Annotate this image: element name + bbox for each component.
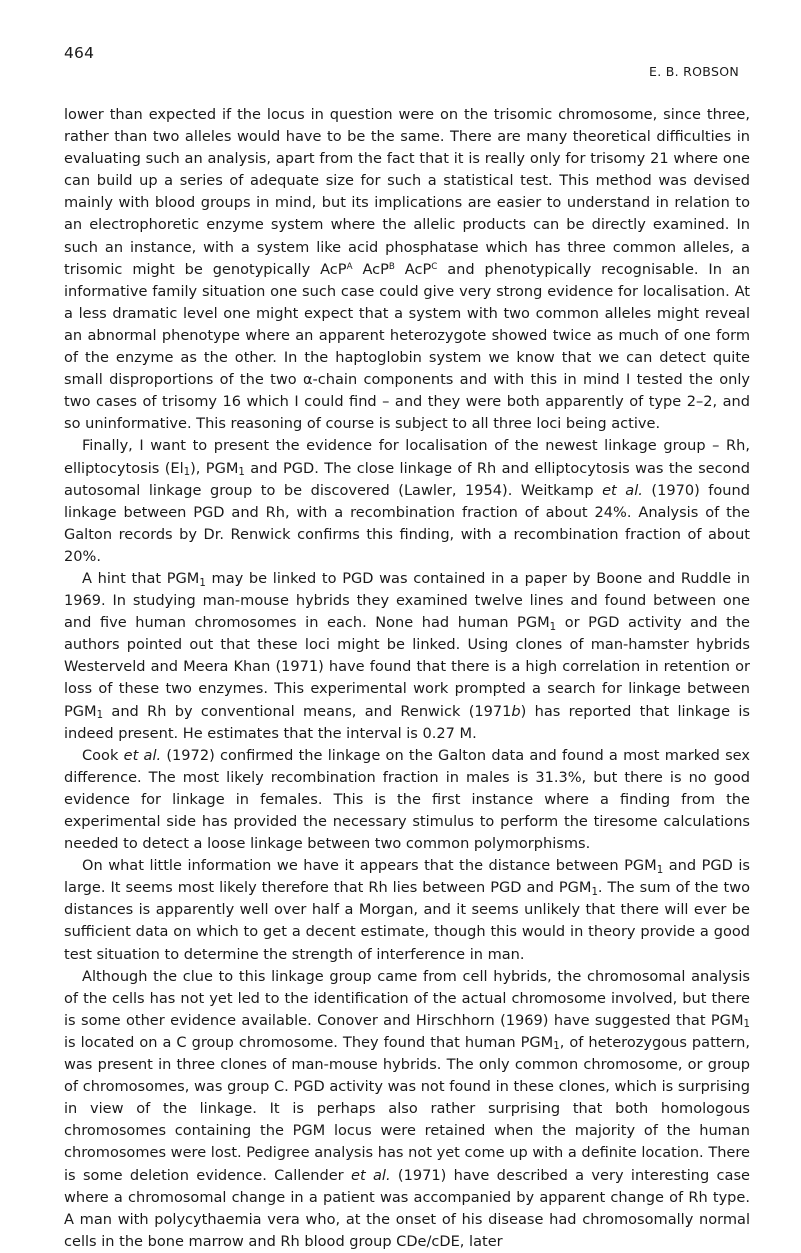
italic-text: et al. (351, 1166, 391, 1184)
text-run: Finally, I want to present the evidence for localisation of the newest linkage group – Rh, elliptocytosis (El (64, 437, 750, 477)
body-text (64, 104, 750, 1253)
text-run: is located on a C group chromosome. They found that human PGM (64, 1033, 554, 1051)
subscript: 1 (656, 864, 664, 876)
text-run: AcP (394, 260, 432, 278)
subscript: 1 (591, 886, 598, 898)
text-run: A hint that PGM (82, 569, 200, 587)
text-run: or PGD activity and the authors pointed out that these loci might be linked. Using clones of man-hamster hybrids Westerveld and Meera Khan (1971) have found that there is a high correlation in retention or loss of these two enzymes. This experimental work prompted a search for linkage between PGM (64, 614, 750, 720)
text-run: and Rh by conventional means, and Renwick (1971 (103, 702, 512, 720)
paragraph (64, 568, 750, 745)
superscript: C (431, 261, 438, 272)
text-run: , of heterozygous pattern, was present in three clones of man-mouse hybrids. The only common chromosome, or group of chromosomes, was group C. PGD activity was not found in these clones, which is surprising in view of the linkage. It is perhaps also rather surprising that both homologous chromosomes containing the PGM locus were retained when the majority of the human chromosomes were lost. Pedigree analysis has not yet come up with a definite location. There is some deletion evidence. Callender (64, 1033, 750, 1184)
text-run: (1970) found linkage between PGD and Rh, with a recombination fraction of about 24%. Analysis of the Galton records by Dr. Renwick confirms this finding, with a recombination fraction of about 20%. (64, 481, 750, 565)
italic-text: et al. (602, 481, 643, 499)
text-run: and PGD is large. It seems most likely therefore that Rh lies between PGD and PGM (64, 857, 750, 897)
text-run: and phenotypically recognisable. In an informative family situation one such case could give very strong evidence for localisation. At a less dramatic level one might expect that a system with two common alleles might reveal an abnormal phenotype where an apparent heterozygote showed twice as much of one form of the enzyme as the other. In the haptoglobin system we know that we can detect quite small disproportions of the two α-chain components and with this in mind I tested the only two cases of trisomy 16 which I could find – and they were both apparently of type 2–2, and so uninformative. This reasoning of course is subject to all three loci being active. (64, 260, 750, 433)
paragraph (64, 966, 750, 1253)
text-run: On what little information we have it appears that the distance between PGM (82, 857, 657, 875)
text-run: (1972) confirmed the linkage on the Galton data and found a most marked sex difference. The most likely recombination fraction in males is 31.3%, but there is no good evidence for linkage in females. This is the first instance where a finding from the experimental side has provided the necessary stimulus to perform the tiresome calculations needed to detect a loose linkage between two common polymorphisms. (64, 746, 750, 853)
text-run: Cook (82, 746, 124, 764)
superscript: B (388, 261, 395, 272)
subscript: 1 (96, 710, 104, 722)
subscript: 1 (238, 467, 245, 479)
subscript: 1 (549, 621, 557, 633)
subscript: 1 (199, 577, 206, 589)
text-run: Although the clue to this linkage group came from cell hybrids, the chromosomal analysis of the cells has not yet led to the identification of the actual chromosome involved, but there is some other evidence available. Conover and Hirschhorn (1969) have suggested that PGM (64, 967, 750, 1029)
paragraph (64, 104, 750, 435)
paragraph (64, 435, 750, 568)
running-head: E. B. ROBSON (649, 64, 739, 79)
text-run: (1971) have described a very interesting case where a chromosomal change in a patient was accompanied by apparent change of Rh type. A man with polycythaemia vera who, at the onset of his disease had chromosomally normal cells in the bone marrow and Rh blood group CDe/cDE, later (64, 1166, 750, 1250)
text-run: ) has reported that linkage is indeed present. He estimates that the interval is 0.27 M. (64, 702, 750, 742)
subscript: 1 (183, 467, 191, 479)
text-run: ), PGM (190, 459, 239, 477)
text-run: . The sum of the two distances is apparently well over half a Morgan, and it seems unlikely that there will ever be sufficient data on which to get a decent estimate, though this would in theory provide a good test situation to determine the strength of interference in man. (64, 879, 750, 963)
text-run: may be linked to PGD was contained in a paper by Boone and Ruddle in 1969. In studying man-mouse hybrids they examined twelve lines and found between one and five human chromosomes in each. None had human PGM (64, 569, 750, 632)
superscript: A (346, 261, 353, 272)
italic-text: b (511, 702, 521, 720)
subscript: 1 (743, 1019, 750, 1031)
paragraph (64, 745, 750, 855)
text-run: and PGD. The close linkage of Rh and elliptocytosis was the second autosomal linkage group to be discovered (Lawler, 1954). Weitkamp (64, 459, 750, 499)
page-number: 464 (64, 44, 95, 62)
paragraph (64, 855, 750, 965)
italic-text: et al. (123, 746, 162, 764)
subscript: 1 (553, 1041, 560, 1053)
text-run: AcP (352, 260, 389, 278)
text-run: lower than expected if the locus in question were on the trisomic chromosome, since three, rather than two alleles would have to be the same. There are many theoretical difficulties in evaluating such an analysis, apart from the fact that it is really only for trisomy 21 where one can build up a series of adequate size for such a statistical test. This method was devised mainly with blood groups in mind, but its implications are easier to understand in relation to an electrophoretic enzyme system where the allelic products can be directly examined. In such an instance, with a system like acid phosphatase which has three common alleles, a trisomic might be genotypically AcP (64, 106, 750, 278)
